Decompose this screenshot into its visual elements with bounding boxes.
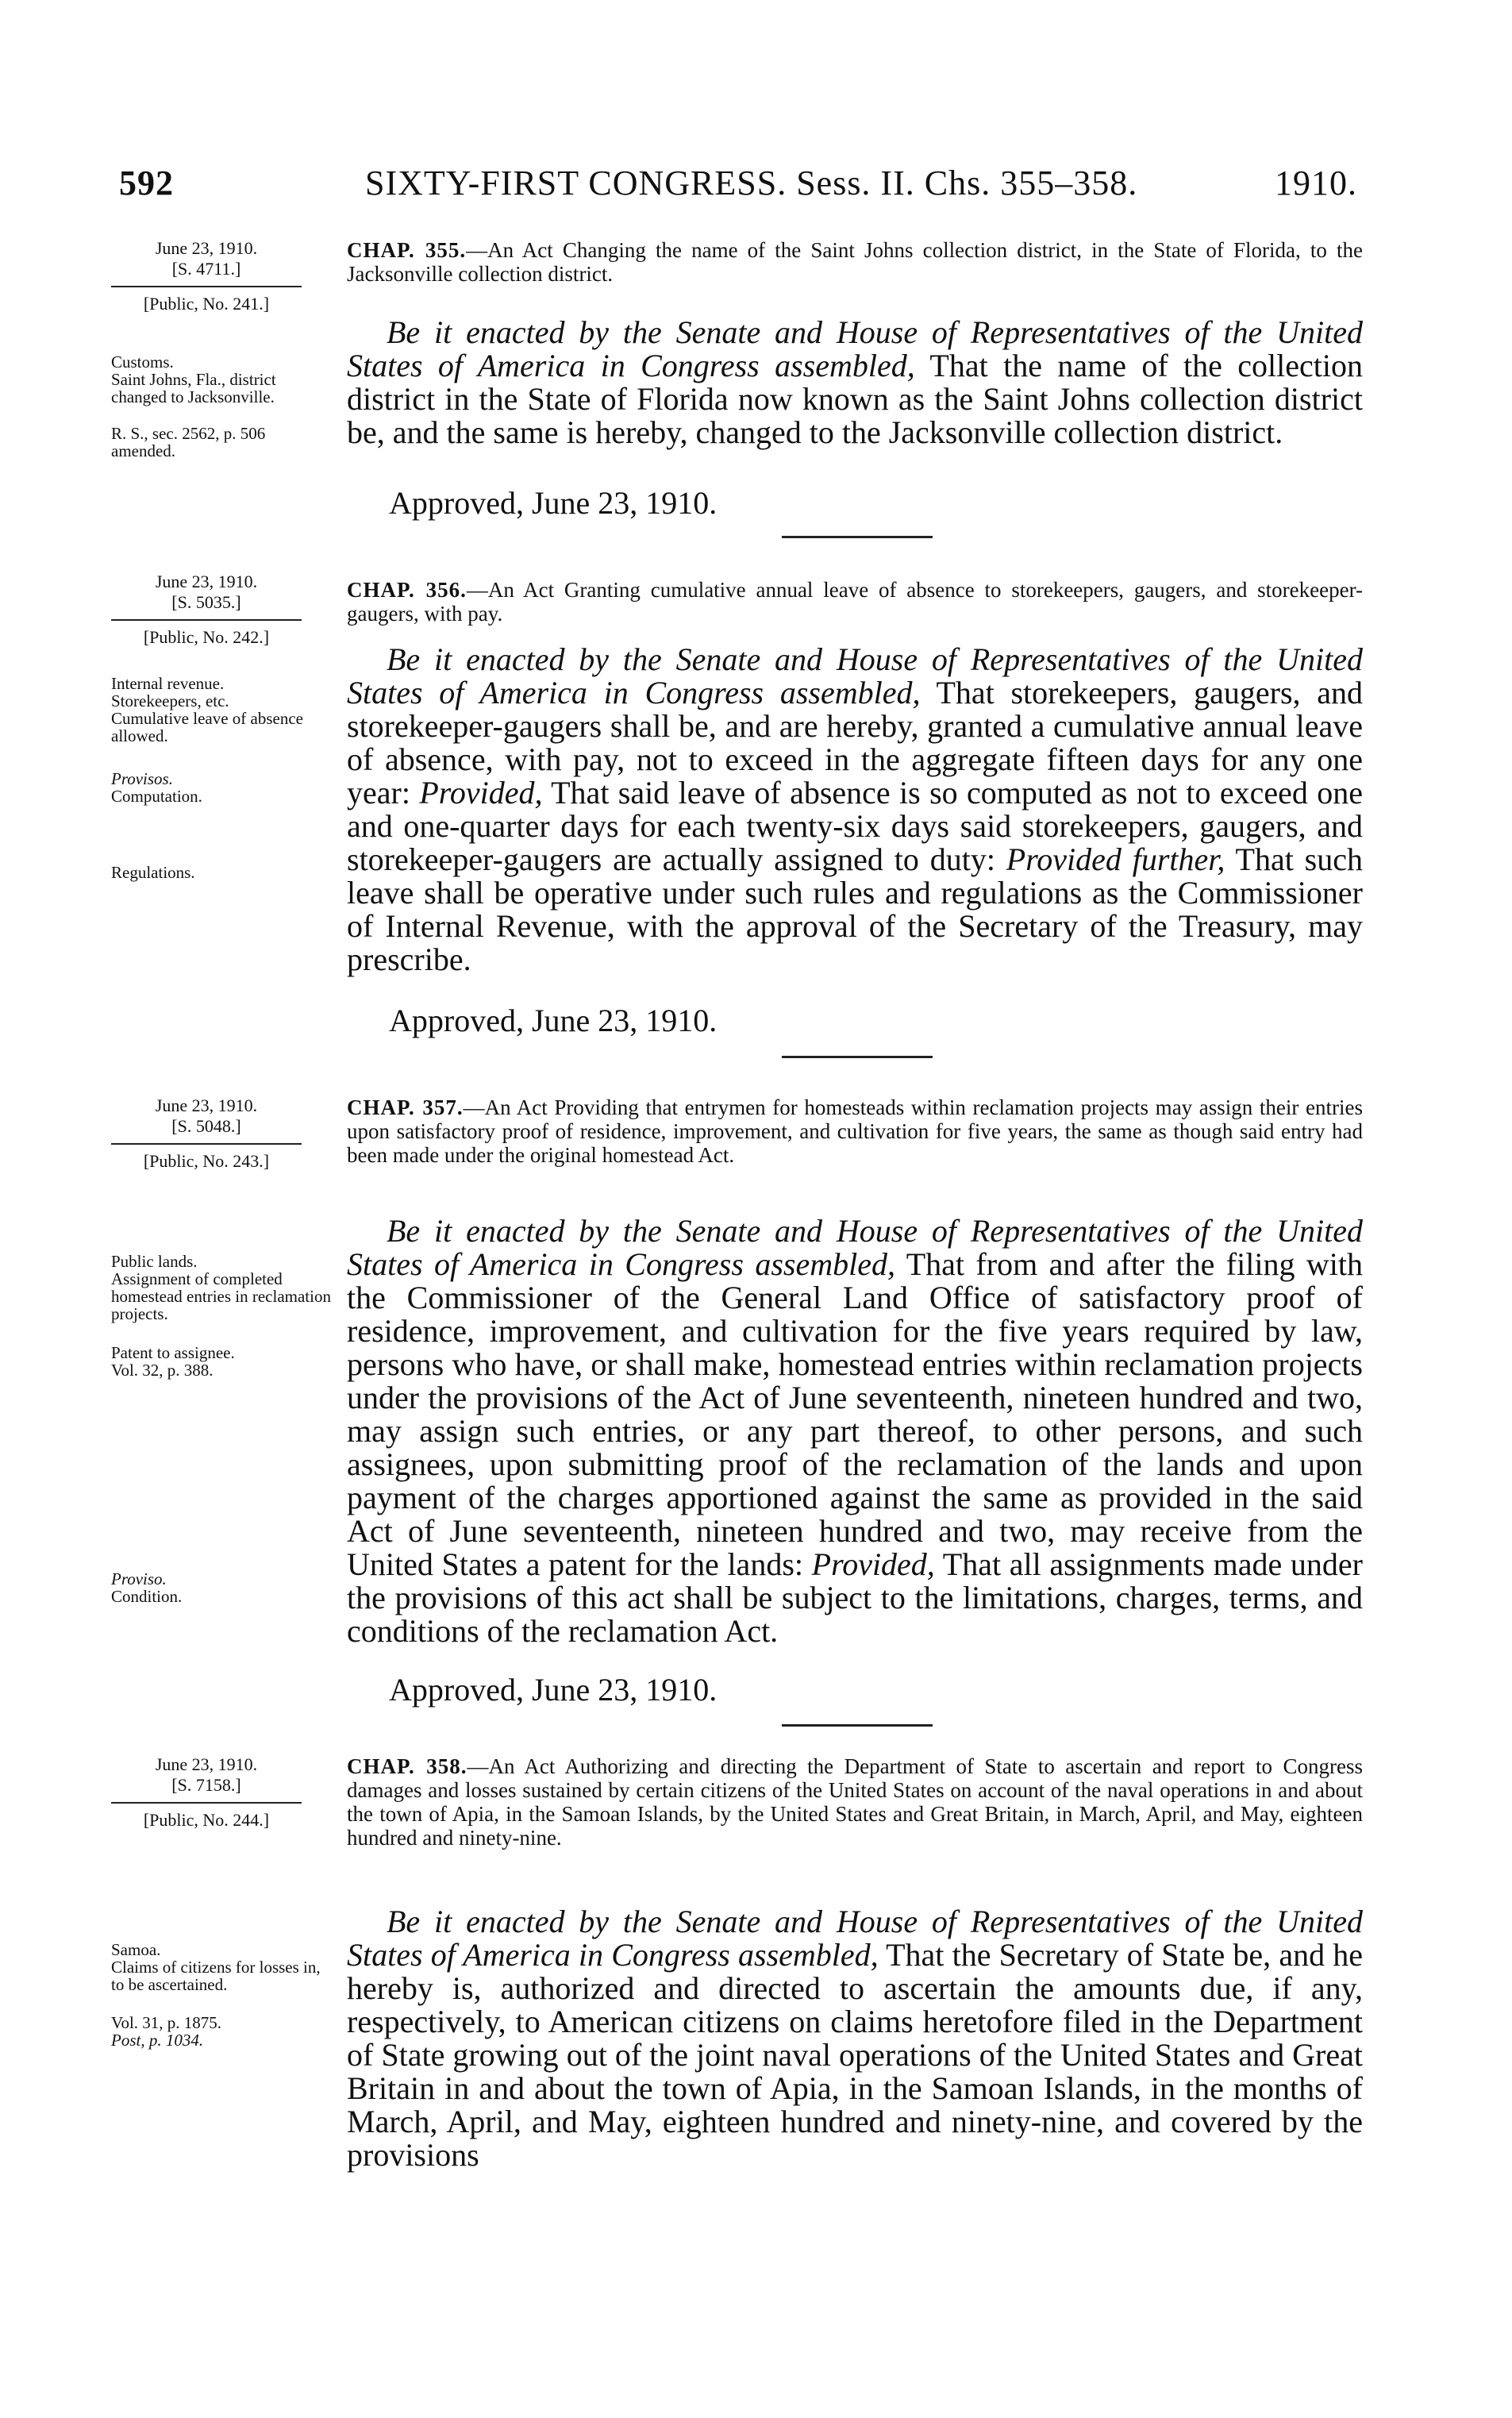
- act-body: That said leave of absence is so computed as not to exceed one and one-quarter days for each twenty-six days said storekeepers, gaugers, and storekeeper-gaugers are actually assigned to duty:: [347, 775, 1363, 877]
- side-note: R. S., sec. 2562, p. 506 amended.: [111, 424, 266, 460]
- chapter-title: [347, 1754, 1363, 1850]
- enacting-text: [347, 316, 1363, 449]
- side-note: Patent to assignee.: [111, 1343, 235, 1362]
- chapter-label: CHAP. 355.: [347, 238, 467, 262]
- side-note: Customs.: [111, 352, 174, 372]
- section-divider: [782, 1724, 933, 1727]
- chapter-reference: [111, 572, 302, 648]
- running-year: 1910.: [1275, 164, 1357, 202]
- side-note: Provisos.: [111, 769, 173, 788]
- enacting-clause: Be it enacted by the Senate and House of Representatives of the United States of America in Congress assembled,: [347, 1213, 1363, 1282]
- chapter-title: [347, 1095, 1363, 1167]
- chapter-date: June 23, 1910.: [155, 1754, 258, 1774]
- act-title: —An Act Providing that entrymen for homesteads within reclamation projects may assign their entries upon satisfactory proof of residence, improvement, and cultivation for five years, the same as though said entry had been made under the original homestead Act.: [347, 1095, 1363, 1167]
- running-title: SIXTY-FIRST CONGRESS. Sess. II. Chs. 355–358.: [365, 164, 1138, 202]
- chapter-label: CHAP. 357.: [347, 1095, 464, 1119]
- enacting-clause: Be it enacted by the Senate and House of Representatives of the United States of America in Congress assembled,: [347, 314, 1363, 383]
- act-body: That such leave shall be operative under such rules and regulations as the Commissioner of Internal Revenue, with the approval of the Secretary of the Treasury, may prescribe.: [347, 841, 1363, 977]
- side-note: Regulations.: [111, 863, 195, 882]
- side-note: Proviso.: [111, 1569, 167, 1588]
- public-law-number: [Public, No. 243.]: [111, 1143, 302, 1172]
- approval-line: Approved, June 23, 1910.: [389, 485, 718, 521]
- act-body: That all assignments made under the provisions of this act shall be subject to the limitations, charges, terms, and conditions of the reclamation Act.: [347, 1546, 1363, 1649]
- enacting-text: [347, 643, 1363, 976]
- page-number: 592: [119, 164, 174, 202]
- approval-line: Approved, June 23, 1910.: [389, 1672, 718, 1708]
- side-note: Post, p. 1034.: [111, 2031, 204, 2050]
- act-title: —An Act Granting cumulative annual leave of absence to storekeepers, gaugers, and storekeeper-gaugers, with pay.: [347, 578, 1364, 626]
- proviso-label: Provided,: [419, 775, 543, 810]
- section-divider: [782, 1056, 933, 1058]
- side-note: Claims of citizens for losses in, to be ascertained.: [111, 1958, 321, 1994]
- chapter-reference: [111, 1095, 302, 1172]
- public-law-number: [Public, No. 242.]: [111, 619, 302, 648]
- side-note: Condition.: [111, 1587, 183, 1606]
- chapter-date: June 23, 1910.: [155, 572, 258, 591]
- bill-number: [S. 5035.]: [171, 592, 241, 612]
- running-head: [119, 163, 1357, 210]
- enacting-clause: Be it enacted by the Senate and House of Representatives of the United States of America in Congress assembled,: [347, 1904, 1363, 1973]
- bill-number: [S. 5048.]: [171, 1116, 241, 1136]
- bill-number: [S. 4711.]: [171, 259, 241, 279]
- side-note: Public lands.: [111, 1252, 198, 1271]
- enacting-text: [347, 1905, 1363, 2172]
- chapter-label: CHAP. 356.: [347, 578, 467, 602]
- side-note: Computation.: [111, 787, 202, 806]
- act-title: —An Act Changing the name of the Saint Johns collection district, in the State of Florida, to the Jacksonville collection district.: [347, 238, 1364, 286]
- side-note: Internal revenue.: [111, 674, 225, 693]
- act-body: That from and after the filing with the Commissioner of the General Land Office of satisfactory proof of residence, improvement, and cultivation for the five years required by law, persons who have, or shall make, homestead entries within reclamation projects under the provisions of the Act of June seventeenth, nineteen hundred and two, may assign such entries, or any part thereof, to other persons, and such assignees, upon submitting proof of the reclamation of the lands and upon payment of the charges apportioned against the same as provided in the said Act of June seventeenth, nineteen hundred and two, may receive from the United States a patent for the lands:: [347, 1246, 1363, 1582]
- side-note: Storekeepers, etc.: [111, 691, 229, 710]
- chapter-label: CHAP. 358.: [347, 1754, 467, 1778]
- chapter-date: June 23, 1910.: [155, 1095, 258, 1115]
- side-note: Assignment of completed homestead entries in reclamation projects.: [111, 1269, 331, 1323]
- public-law-number: [Public, No. 244.]: [111, 1802, 302, 1831]
- enacting-clause: Be it enacted by the Senate and House of Representatives of the United States of America in Congress assembled,: [347, 641, 1363, 710]
- bill-number: [S. 7158.]: [171, 1775, 241, 1795]
- act-body: That the Secretary of State be, and he hereby is, authorized and directed to ascertain the amounts due, if any, respectively, to American citizens on claims heretofore filed in the Department of State growing out of the joint naval operations of the United States and Great Britain in and about the town of Apia, in the Samoan Islands, in the months of March, April, and May, eighteen hundred and ninety-nine, and covered by the provisions: [347, 1937, 1363, 2173]
- chapter-reference: [111, 238, 302, 314]
- public-law-number: [Public, No. 241.]: [111, 286, 302, 314]
- chapter-reference: [111, 1754, 302, 1831]
- side-note: Samoa.: [111, 1940, 161, 1959]
- section-divider: [782, 536, 933, 538]
- enacting-text: [347, 1215, 1363, 1648]
- act-title: —An Act Authorizing and directing the Department of State to ascertain and report to Congress damages and losses sustained by certain citizens of the United States on account of the naval operations in and about the town of Apia, in the Samoan Islands, by the United States and Great Britain, in March, April, and May, eighteen hundred and ninety-nine.: [347, 1754, 1363, 1850]
- side-note: Vol. 32, p. 388.: [111, 1361, 214, 1380]
- chapter-title: [347, 578, 1363, 626]
- approval-line: Approved, June 23, 1910.: [389, 1003, 718, 1038]
- chapter-date: June 23, 1910.: [155, 238, 258, 258]
- act-body: That storekeepers, gaugers, and storekeeper-gaugers shall be, and are hereby, granted a cumulative annual leave of absence, with pay, not to exceed in the aggregate fifteen days for any one year:: [347, 675, 1363, 810]
- side-note: Saint Johns, Fla., district changed to Jacksonville.: [111, 370, 276, 406]
- act-body: That the name of the collection district in the State of Florida now known as the Saint Johns collection district be, and the same is hereby, changed to the Jacksonville collection district.: [347, 348, 1363, 450]
- proviso-label: Provided,: [811, 1546, 935, 1582]
- side-note: Cumulative leave of absence allowed.: [111, 709, 303, 745]
- side-note: Vol. 31, p. 1875.: [111, 2013, 222, 2032]
- proviso-label: Provided further,: [1006, 841, 1225, 877]
- chapter-title: [347, 238, 1363, 286]
